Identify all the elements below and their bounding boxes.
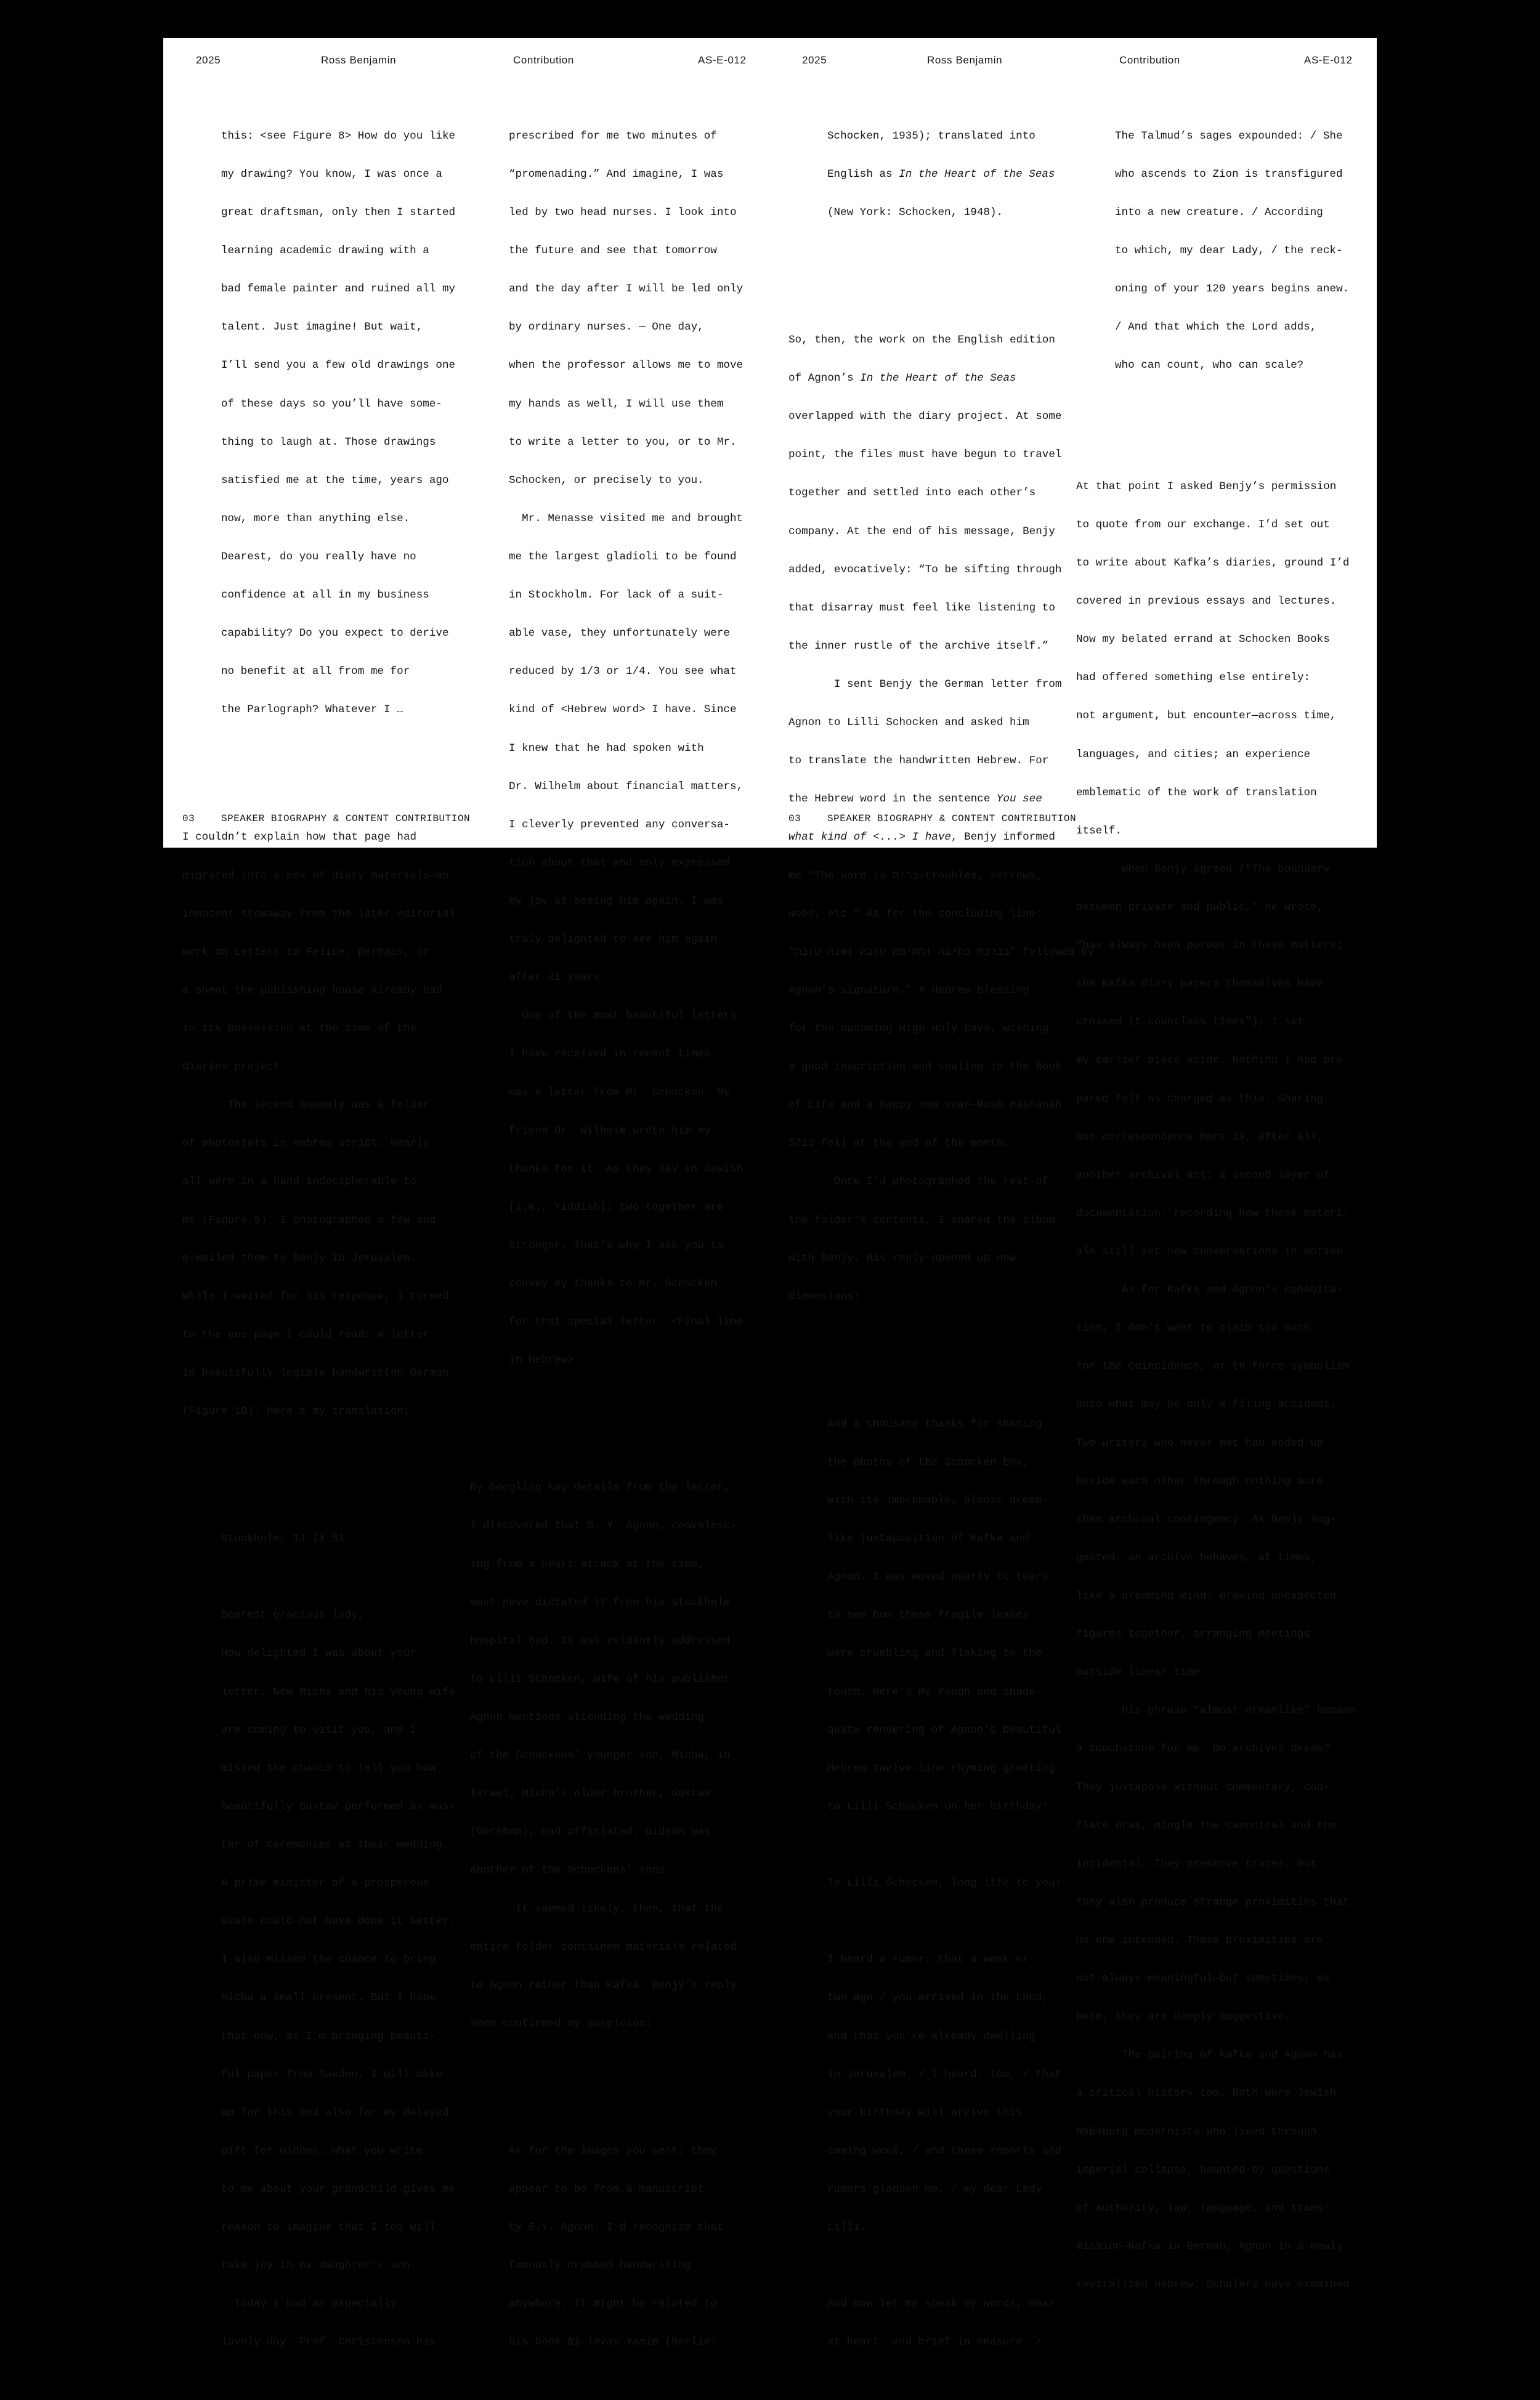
- text-line: hospital bed. It was evidently addressed: [470, 1634, 731, 1647]
- text-line: While I waited for his response, I turned: [182, 1290, 449, 1303]
- text-line: all were in a hand indecipherable to: [182, 1175, 417, 1188]
- text-line: stronger. That’s why I ask you to: [509, 1239, 724, 1252]
- text-line: documentation, recording how these materi-: [1076, 1207, 1350, 1220]
- text-line: I’ll send you a few old drawings one: [221, 359, 456, 372]
- text-line: Two writers who never met had ended up: [1076, 1437, 1324, 1449]
- text-line: A prime minister of a prosperous: [221, 1877, 429, 1890]
- text-line: like juxtaposition of Kafka and: [827, 1533, 1029, 1546]
- text-line: that now, as I’m bringing beauti-: [221, 2030, 436, 2043]
- text-line: in beautifully legible handwritten German: [182, 1367, 449, 1379]
- text-line: my joy at seeing him again. I was: [509, 895, 724, 907]
- text-line: my drawing? You know, I was once a: [221, 168, 442, 180]
- quote-block: [182, 104, 455, 742]
- text-line: learning academic drawing with a: [221, 245, 429, 257]
- text-line: me the largest gladioli to be found: [509, 551, 737, 564]
- text-line: Schocken, 1935); translated into: [827, 129, 1035, 142]
- text-line: my earlier piece aside. Nothing I had pre-: [1076, 1054, 1350, 1067]
- text-line: by S.Y. Agnon. I’d recognize that: [509, 2221, 724, 2234]
- text-line: revitalized Hebrew. Scholars have examined: [1076, 2278, 1350, 2291]
- right-column-2: [1076, 79, 1356, 2342]
- text-line: reason to imagine that I too will: [221, 2221, 436, 2234]
- text-line: crossed it countless times”), I set: [1076, 1016, 1304, 1029]
- text-line: dimensions:: [788, 1290, 861, 1303]
- text-line: outside linear time.: [1076, 1666, 1207, 1679]
- text-line: at heart, and brief in measure. /: [827, 2336, 1042, 2349]
- text-line: beside each other through nothing more: [1076, 1475, 1324, 1488]
- text-line: a sheet the publishing house already had: [182, 984, 443, 997]
- text-line: One of the most beautiful letters: [509, 1010, 737, 1023]
- text-line: of these days so you’ll have some-: [221, 397, 442, 410]
- header-section-left: Contribution: [513, 54, 574, 66]
- text-line: soon confirmed my suspicion:: [470, 2017, 652, 2030]
- text-line: your birthday will arrive this: [827, 2106, 1023, 2119]
- text-line: to quote from our exchange. I’d set out: [1076, 518, 1330, 531]
- text-line: another archival act: a second layer of: [1076, 1169, 1330, 1182]
- text-line: of authority, law, language, and trans-: [1076, 2202, 1330, 2215]
- text-line: added, evocatively: “To be sifting through: [788, 563, 1062, 576]
- text-line: friend Dr. Wilhelm wrote him my: [509, 1124, 711, 1137]
- text-line: incidental. They preserve traces, but: [1076, 1857, 1317, 1870]
- text-line: in Stockholm. For lack of a suit-: [509, 589, 724, 602]
- text-line: what kind of <...> I have, Benjy informed: [788, 831, 1055, 844]
- text-line: ful paper from Sweden, I will make: [221, 2068, 442, 2081]
- text-line: between private and public,” he wrote,: [1076, 901, 1324, 914]
- body-paragraph: [1076, 455, 1356, 2317]
- text-line: reduced by 1/3 or 1/4. You see what: [509, 665, 737, 678]
- text-line: of Agnon’s In the Heart of the Seas: [788, 372, 1016, 385]
- text-line: me (Figure 9). I photographed a few and: [182, 1214, 436, 1226]
- text-line: And a thousand thanks for sharing: [827, 1417, 1042, 1430]
- text-line: overlapped with the diary project. At some: [788, 410, 1062, 423]
- text-line: I have received in recent times: [509, 1048, 711, 1061]
- header-code-left: AS-E-012: [698, 54, 747, 66]
- text-line: to see how those fragile leaves: [827, 1609, 1029, 1622]
- text-line: entire folder contained materials related: [470, 1940, 737, 1953]
- text-line: to translate the handwritten Hebrew. For: [788, 755, 1049, 768]
- text-line: His phrase “almost dreamlike” became: [1076, 1705, 1356, 1717]
- text-line: convey my thanks to Mr. Schocken: [509, 1278, 717, 1291]
- text-line: who ascends to Zion is transfigured: [1115, 168, 1343, 180]
- text-line: up for this and also for my delayed: [221, 2106, 449, 2119]
- text-line: I discovered that S. Y. Agnon, convalesc-: [470, 1520, 737, 1533]
- text-line: for the upcoming High Holy Days, wishing: [788, 1023, 1049, 1036]
- text-line: to write a letter to you, or to Mr.: [509, 436, 737, 448]
- text-line: me “The word is צרות—troubles, sorrows,: [788, 869, 1042, 882]
- text-line: letter. Now Micha and his young wife: [221, 1685, 456, 1698]
- text-line: a touchstone for me. Do archives dream?: [1076, 1743, 1330, 1756]
- text-line: “promenading.” And imagine, I was: [509, 168, 724, 180]
- text-line: a good inscription and sealing in the Book: [788, 1061, 1062, 1074]
- header-code-right: AS-E-012: [1304, 54, 1353, 66]
- text-line: work on Letters to Felice, perhaps, or: [182, 946, 430, 959]
- footer-label-left: SPEAKER BIOGRAPHY & CONTENT CONTRIBUTION: [221, 813, 471, 824]
- text-line: able vase, they unfortunately were: [509, 627, 730, 640]
- text-line: covered in previous essays and lectures.: [1076, 595, 1337, 608]
- text-line: state could not have done it better.: [221, 1915, 456, 1928]
- text-line: missed the chance to tell you how: [221, 1762, 436, 1775]
- text-line: Hebrew twelve-line rhyming greeting: [827, 1762, 1055, 1775]
- text-line: diaries project.: [182, 1061, 286, 1074]
- poem-block: [1076, 104, 1356, 397]
- text-line: Micha a small present. But I hope: [221, 1992, 436, 2005]
- text-line: / And that which the Lord adds,: [1115, 321, 1317, 334]
- letter-dateline: Stockholm, 14 IX 51: [221, 1533, 345, 1546]
- text-line: The Talmud’s sages expounded: / She: [1115, 129, 1343, 142]
- text-line: I couldn’t explain how that page had: [182, 831, 417, 844]
- text-line: English as In the Heart of the Seas: [827, 168, 1055, 180]
- text-line: who can count, who can scale?: [1115, 359, 1304, 372]
- text-line: a critical history too. Both were Jewish: [1076, 2087, 1337, 2100]
- text-line: touch. Here’s my rough and inade-: [827, 1685, 1042, 1698]
- reply-continuation: [788, 104, 1094, 245]
- text-line: not always meaningful—but sometimes, as: [1076, 1972, 1330, 1985]
- text-line: must have dictated it from his Stockholm: [470, 1596, 731, 1609]
- text-line: together and settled into each other’s: [788, 487, 1036, 500]
- text-line: were crumbling and flaking to the: [827, 1647, 1042, 1660]
- text-line: I cleverly prevented any conversa-: [509, 818, 730, 831]
- text-line: prescribed for me two minutes of: [509, 129, 717, 142]
- text-line: innocent stowaway from the later editorial: [182, 907, 456, 920]
- text-line: gift for Gideon. What you write: [221, 2144, 423, 2157]
- text-line: are coming to visit you, and I: [221, 1724, 416, 1737]
- text-line: for that special letter. <Final line: [509, 1316, 744, 1329]
- text-line: By Googling key details from the letter,: [470, 1482, 731, 1494]
- text-line: (Gershom), had officiated. Gideon was: [470, 1826, 711, 1839]
- text-line: As for the images you sent: they: [509, 2144, 717, 2157]
- text-line: to which, my dear Lady, / the reck-: [1115, 245, 1343, 257]
- text-line: Once I’d photographed the rest of: [788, 1175, 1049, 1188]
- text-line: company. At the end of his message, Benjy: [788, 525, 1055, 538]
- text-line: woes, etc.” As for the concluding line:: [788, 907, 1042, 920]
- text-line: and that you’re already dwelling: [827, 2030, 1035, 2043]
- book-spread: [163, 38, 1377, 2349]
- text-line: to Lilli Schocken on her birthday:: [827, 1800, 1048, 1813]
- text-line: no benefit at all from me for: [221, 665, 410, 678]
- text-line: (New York: Schocken, 1948).: [827, 206, 1003, 219]
- text-line: Dearest, do you really have no: [221, 551, 416, 564]
- body-paragraph: [470, 1456, 743, 2056]
- text-line: imperial collapse, haunted by questions: [1076, 2163, 1330, 2176]
- reply-block: [470, 2119, 743, 2374]
- text-line: they also produce strange proximities that: [1076, 1895, 1350, 1908]
- text-line: was a letter from Mr. Schocken. My: [509, 1086, 730, 1099]
- text-line: than archival contingency. As Benjy sug-: [1076, 1513, 1337, 1526]
- text-line: languages, and cities; an experience: [1076, 748, 1311, 761]
- text-line: that disarray must feel like listening to: [788, 601, 1055, 614]
- text-line: “בברכת כתיבה וחתימה טובה ושנה טובה” followed by: [788, 946, 1095, 959]
- text-line: capability? Do you expect to derive: [221, 627, 449, 640]
- text-line: Agnon. I was moved nearly to tears: [827, 1571, 1048, 1584]
- text-line: Israel; Micha’s older brother, Gustav: [470, 1788, 711, 1801]
- text-line: pared felt as charged as this. Sharing: [1076, 1092, 1324, 1105]
- text-line: the photos of the Schocken box,: [827, 1456, 1029, 1469]
- text-line: When Benjy agreed (“The boundary: [1076, 862, 1330, 875]
- text-line: rumors gladden me, / my dear Lady: [827, 2183, 1042, 2195]
- right-column-1: [788, 79, 1094, 2400]
- text-line: I heard a rumor: that a week or: [827, 1953, 1029, 1966]
- header-author-left: Ross Benjamin: [321, 54, 397, 66]
- text-line: Dearest gracious lady,: [221, 1609, 365, 1622]
- text-line: As for Kafka and Agnon’s cohabita-: [1076, 1284, 1343, 1297]
- text-line: for the coincidence, or to force symbolism: [1076, 1360, 1350, 1373]
- text-line: in Hebrew>: [509, 1354, 574, 1367]
- text-line: lovely day. Prof. Christenson has: [221, 2336, 436, 2349]
- text-line: I also missed the chance to bring: [221, 1953, 436, 1966]
- text-line: Agnon to Lilli Schocken and asked him: [788, 716, 1029, 729]
- text-line: tion, I don’t want to claim too much: [1076, 1322, 1311, 1335]
- text-line: like a dreaming mind: drawing unexpected: [1076, 1589, 1337, 1602]
- text-line: and the day after I will be led only: [509, 283, 744, 296]
- text-line: onto what may be only a filing accident.: [1076, 1398, 1337, 1411]
- text-line: And now let me speak my words, near: [827, 2298, 1055, 2311]
- text-line: no one intended. These proximities are: [1076, 1934, 1324, 1947]
- text-line: Schocken, or precisely to you.: [509, 474, 704, 487]
- text-line: had offered something else entirely:: [1076, 671, 1311, 684]
- text-line: Lilli.: [827, 2221, 867, 2234]
- text-line: when the professor allows me to move: [509, 359, 744, 372]
- text-line: to me about your grandchild gives me: [221, 2183, 456, 2195]
- text-line: here, they are deeply suggestive.: [1076, 2011, 1291, 2024]
- text-line: appear to be from a manuscript: [509, 2183, 704, 2195]
- text-line: I sent Benjy the German letter from: [788, 678, 1062, 691]
- text-line: take joy in my daughter’s son.: [221, 2260, 416, 2272]
- text-line: quate rendering of Agnon’s beautiful: [827, 1724, 1062, 1737]
- letter-block: [182, 1507, 455, 2375]
- text-line: another of the Schockens’ sons.: [470, 1864, 672, 1877]
- text-line: led by two head nurses. I look into: [509, 206, 737, 219]
- text-line: beautifully Gustav performed as mas-: [221, 1800, 456, 1813]
- text-line: gested, an archive behaves, at times,: [1076, 1551, 1317, 1564]
- text-line: It seemed likely, then, that the: [470, 1902, 724, 1915]
- text-line: The pairing of Kafka and Agnon has: [1076, 2049, 1343, 2062]
- text-line: our correspondence here is, after all,: [1076, 1130, 1324, 1143]
- text-line: figures together, arranging meetings: [1076, 1628, 1311, 1641]
- text-line: The second anomaly was a folder: [182, 1099, 430, 1112]
- header-year-right: 2025: [802, 54, 827, 66]
- text-line: They juxtapose without commentary, con-: [1076, 1781, 1330, 1794]
- text-line: itself.: [1076, 824, 1122, 837]
- text-line: Dr. Wilhelm about financial matters,: [509, 780, 744, 793]
- footer-label-right: SPEAKER BIOGRAPHY & CONTENT CONTRIBUTION: [827, 813, 1077, 824]
- left-column-1: [182, 79, 455, 2400]
- poem-greeting: To Lilli Schocken, long life to you!: [827, 1877, 1062, 1890]
- text-line: the Hebrew word in the sentence You see: [788, 793, 1042, 806]
- text-line: in its possession at the time of the: [182, 1023, 417, 1036]
- text-line: bad female painter and ruined all my: [221, 283, 456, 296]
- text-line: als still set new conversations in motion.: [1076, 1245, 1350, 1258]
- text-line: to write about Kafka’s diaries, ground I’d: [1076, 557, 1350, 570]
- text-line: Now my belated errand at Schocken Books: [1076, 633, 1330, 646]
- text-line: ing from a heart attack at the time,: [470, 1558, 705, 1571]
- text-line: migrated into a box of diary materials—an: [182, 869, 449, 882]
- header-section-right: Contribution: [1119, 54, 1180, 66]
- text-line: of the Schockens’ younger son, Micha, in: [470, 1749, 731, 1762]
- text-line: “has always been porous in these matters;: [1076, 939, 1343, 952]
- text-line: my hands as well, I will use them: [509, 397, 724, 410]
- text-line: of photostats in Hebrew script. Nearly: [182, 1137, 430, 1150]
- text-line: mission—Kafka in German, Agnon in a newly: [1076, 2240, 1343, 2253]
- text-line: truly delighted to see him again: [509, 933, 717, 946]
- text-line: the Parlograph? Whatever I …: [221, 703, 403, 716]
- text-line: e-mailed them to Benjy in Jerusalem.: [182, 1252, 417, 1265]
- letter-continuation: [470, 104, 743, 1392]
- text-line: this: <see Figure 8> How do you like: [221, 129, 456, 142]
- text-line: now, more than anything else.: [221, 512, 410, 525]
- reply-block: [788, 1392, 1094, 2374]
- text-line: 5712 fell at the end of the month.: [788, 1137, 1010, 1150]
- text-line: not argument, but encounter—across time,: [1076, 710, 1337, 723]
- text-line: in Jerusalem. / I heard, too, / that: [827, 2068, 1062, 2081]
- text-line: to Agnon rather than Kafka. Benjy’s reply: [470, 1979, 737, 1992]
- text-line: kind of <Hebrew word> I have. Since: [509, 703, 737, 716]
- text-line: anywhere. It might be related to: [509, 2298, 717, 2311]
- text-line: the Kafka diary papers themselves have: [1076, 978, 1324, 991]
- left-column-2: [470, 79, 743, 2400]
- text-line: by ordinary nurses. — One day,: [509, 321, 704, 334]
- text-line: oning of your 120 years begins anew.: [1115, 283, 1350, 296]
- header-year-left: 2025: [196, 54, 221, 66]
- text-line: ter of ceremonies at their wedding.: [221, 1838, 449, 1851]
- text-line: the folder’s contents, I shared the album: [788, 1214, 1055, 1226]
- text-line: to the one page I could read: a letter: [182, 1328, 430, 1341]
- text-line: thing to laugh at. Those drawings: [221, 436, 436, 448]
- text-line: to Lilli Schocken, wife of his publisher.: [470, 1672, 737, 1685]
- text-line: (Figure 10). Here’s my translation:: [182, 1405, 410, 1418]
- text-line: two ago / you arrived in the Land,: [827, 1992, 1048, 2005]
- text-line: So, then, the work on the English edition: [788, 334, 1055, 347]
- text-line: Agnon’s signature.” A Hebrew blessing: [788, 984, 1029, 997]
- footer-page-number-left: 03: [182, 813, 195, 824]
- header-author-right: Ross Benjamin: [927, 54, 1003, 66]
- text-line: coming week, / and these reports and: [827, 2144, 1062, 2157]
- text-line: emblematic of the work of translation: [1076, 786, 1317, 799]
- text-line: great draftsman, only then I started: [221, 206, 456, 219]
- text-line: Today I had an especially: [221, 2298, 397, 2311]
- text-line: into a new creature. / According: [1115, 206, 1323, 219]
- body-paragraph: [182, 806, 455, 1443]
- text-line: confidence at all in my business: [221, 589, 429, 602]
- text-line: talent. Just imagine! But wait,: [221, 321, 423, 334]
- text-line: Habsburg modernists who lived through: [1076, 2125, 1317, 2138]
- text-line: with its improbable, almost dream-: [827, 1494, 1048, 1507]
- text-line: Mr. Menasse visited me and brought: [509, 512, 744, 525]
- footer-page-number-right: 03: [788, 813, 801, 824]
- text-line: the future and see that tomorrow: [509, 245, 717, 257]
- text-line: after 21 years.: [509, 971, 607, 984]
- text-line: point, the files must have begun to travel: [788, 448, 1062, 461]
- text-line: of Life and a happy new year—Rosh Hashanah: [788, 1099, 1062, 1112]
- text-line: satisfied me at the time, years ago: [221, 474, 449, 487]
- text-line: tion about that and only expressed: [509, 856, 730, 869]
- text-line: his book Bi-levav Yamim (Berlin:: [509, 2336, 717, 2349]
- text-line: the inner rustle of the archive itself.”: [788, 639, 1049, 652]
- text-line: I knew that he had spoken with: [509, 742, 704, 755]
- text-line: At that point I asked Benjy’s permission: [1076, 480, 1337, 493]
- text-line: famously crabbed handwriting: [509, 2260, 691, 2272]
- text-line: flate eras, mingle the canonical and the: [1076, 1819, 1337, 1832]
- text-line: [i.e., Yiddish]: two together are: [509, 1201, 724, 1214]
- text-line: with Benjy. His reply opened up new: [788, 1252, 1016, 1265]
- text-line: How delighted I was about your: [221, 1647, 416, 1660]
- text-line: thanks for it. As they say in Jewish: [509, 1162, 744, 1175]
- text-line: Agnon mentions attending the wedding: [470, 1711, 705, 1724]
